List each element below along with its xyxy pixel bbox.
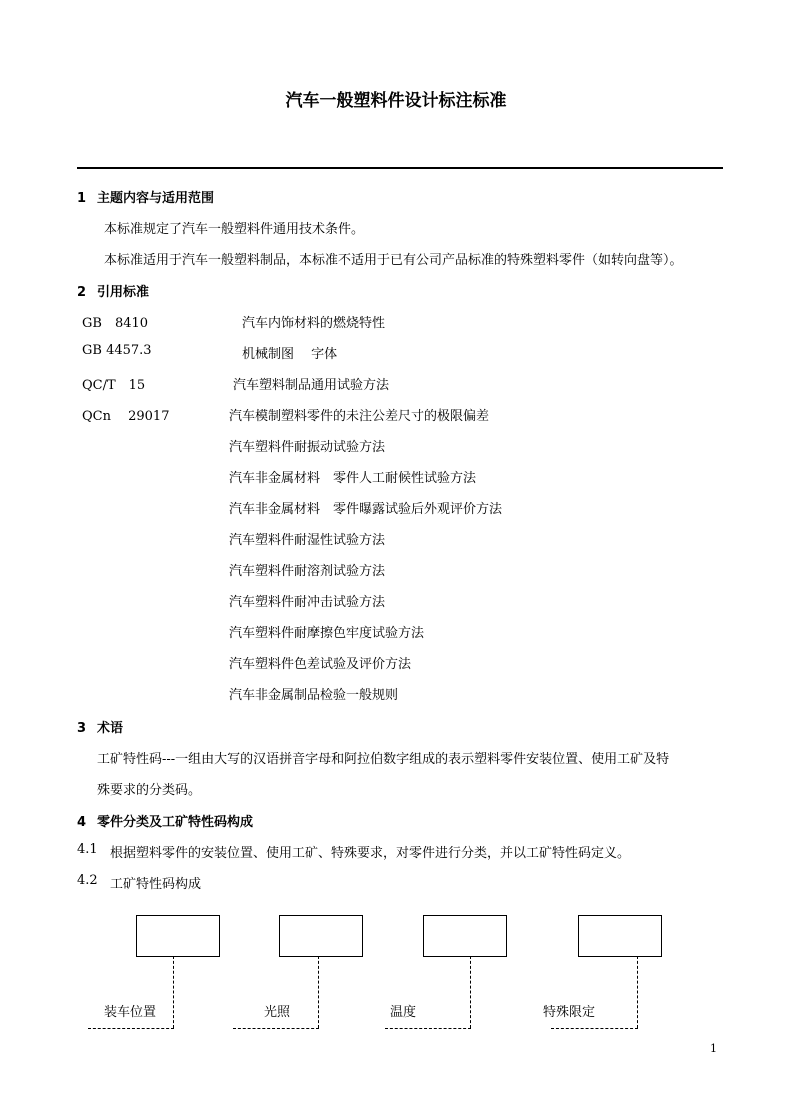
section-4-heading <box>77 811 253 830</box>
reference-title: 汽车内饰材料的燃烧特性 <box>242 316 386 331</box>
label-underline <box>385 1028 471 1029</box>
section-title: 主题内容与适用范围 <box>97 191 215 206</box>
reference-code: GB 4457.3 <box>82 343 152 358</box>
section-3-definition-cont: 殊要求的分类码。 <box>97 783 202 798</box>
reference-title: 汽车塑料制品通用试验方法 <box>233 378 390 393</box>
item-4-2-text: 工矿特性码构成 <box>110 877 202 892</box>
label-special-limit: 特殊限定 <box>543 1005 596 1020</box>
section-2-heading <box>77 281 149 300</box>
section-number: 3 <box>77 721 87 736</box>
code-box <box>279 915 363 957</box>
reference-title: 汽车塑料件耐湿性试验方法 <box>229 533 386 548</box>
label-underline <box>233 1028 319 1029</box>
reference-title: 汽车塑料件色差试验及评价方法 <box>229 657 412 672</box>
page-title: 汽车一般塑料件设计标注标准 <box>285 91 507 111</box>
leader-line <box>637 956 638 1028</box>
leader-line <box>318 956 319 1028</box>
label-underline <box>551 1028 638 1029</box>
section-1-heading <box>77 187 214 206</box>
leader-line <box>173 956 174 1028</box>
title-divider <box>77 167 723 169</box>
label-lighting: 光照 <box>264 1005 291 1020</box>
reference-title: 机械制图 字体 <box>242 347 338 362</box>
reference-code: GB 8410 <box>82 316 149 331</box>
section-title: 术语 <box>97 721 124 736</box>
page-number: 1 <box>710 1042 717 1055</box>
leader-line <box>470 956 471 1028</box>
item-4-1-text: 根据塑料零件的安装位置、使用工矿、特殊要求，对零件进行分类，并以工矿特性码定义。 <box>110 846 631 861</box>
reference-title: 汽车非金属制品检验一般规则 <box>229 688 399 703</box>
item-4-1-number: 4.1 <box>77 842 98 857</box>
reference-title: 汽车非金属材料 零件人工耐候性试验方法 <box>229 471 477 486</box>
section-title: 零件分类及工矿特性码构成 <box>97 815 254 830</box>
section-number: 4 <box>77 815 87 830</box>
section-1-paragraph-1: 本标准规定了汽车一般塑料件通用技术条件。 <box>104 222 365 237</box>
label-install-position: 装车位置 <box>104 1005 157 1020</box>
reference-code: QCn 29017 <box>82 409 170 424</box>
reference-title: 汽车塑料件耐冲击试验方法 <box>229 595 386 610</box>
reference-title: 汽车塑料件耐溶剂试验方法 <box>229 564 386 579</box>
section-number: 2 <box>77 285 87 300</box>
reference-code: QC/T 15 <box>82 378 146 393</box>
section-title: 引用标准 <box>97 285 150 300</box>
item-4-2-number: 4.2 <box>77 873 98 888</box>
code-box <box>423 915 507 957</box>
reference-title: 汽车塑料件耐摩擦色牢度试验方法 <box>229 626 425 641</box>
section-1-paragraph-2: 本标准适用于汽车一般塑料制品，本标准不适用于已有公司产品标准的特殊塑料零件（如转向盘等）。 <box>104 253 683 268</box>
reference-title: 汽车塑料件耐振动试验方法 <box>229 440 386 455</box>
label-underline <box>88 1028 174 1029</box>
section-number: 1 <box>77 191 87 206</box>
reference-title: 汽车模制塑料零件的未注公差尺寸的极限偏差 <box>229 409 490 424</box>
code-box <box>578 915 662 957</box>
code-box <box>136 915 220 957</box>
section-3-heading <box>77 717 123 736</box>
reference-title: 汽车非金属材料 零件曝露试验后外观评价方法 <box>229 502 503 517</box>
section-3-definition: 工矿特性码---一组由大写的汉语拼音字母和阿拉伯数字组成的表示塑料零件安装位置、使用工矿及特 <box>97 752 670 767</box>
label-temperature: 温度 <box>390 1005 417 1020</box>
